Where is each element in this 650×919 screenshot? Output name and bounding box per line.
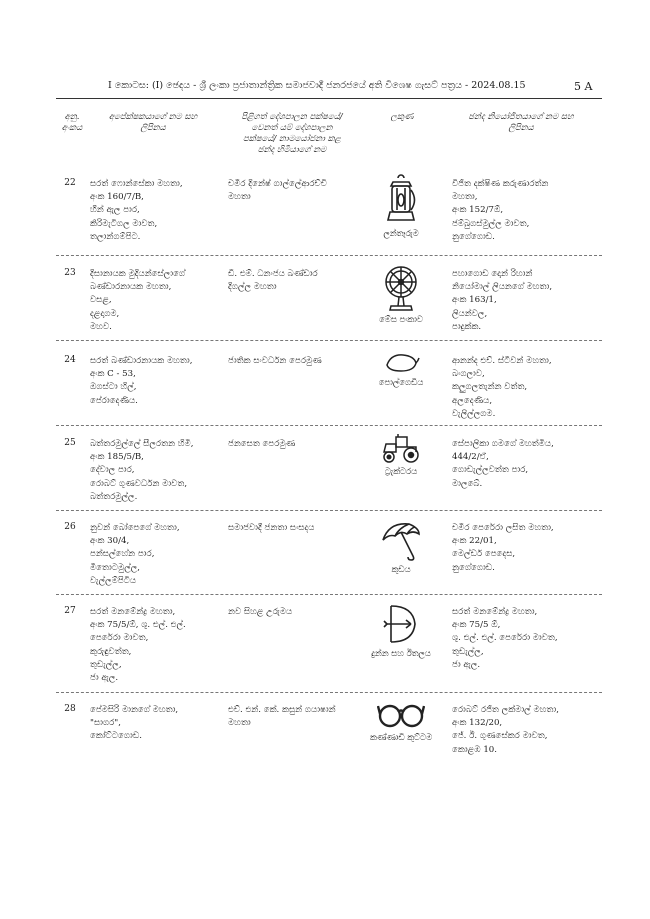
- agent-line: නුගේගොඩ.: [452, 562, 495, 573]
- agent-line: පහාගොඩ දොන් රිහාන්: [452, 269, 533, 279]
- row-divider: [56, 255, 602, 256]
- tractor-icon: [380, 434, 422, 464]
- agent-line: ලියන්වල,: [452, 308, 488, 319]
- agent-line: චමීර පෙරේරා ලසිත මහතා,: [452, 523, 554, 533]
- party-line: මහතා: [228, 718, 251, 729]
- coconut-icon: [381, 351, 421, 375]
- party-line: ඩී. එම්. ධනංජය බණ්ඩාර: [228, 269, 318, 279]
- column-header-line: ලකුණ: [390, 112, 414, 122]
- agent-line: ශු. එල්. එල්. පෙරේරා මාවත,: [452, 633, 558, 644]
- column-header-line: ලිපිනය: [140, 123, 166, 133]
- agent-line: අංක 22/01,: [452, 536, 497, 547]
- party-details: [228, 606, 292, 619]
- column-header-candidate: [88, 112, 218, 134]
- election-symbol: [370, 174, 432, 239]
- candidate-line: කෝට්ටගොඩ.: [90, 731, 142, 742]
- candidate-line: නුවන් බෝපෙගේ මහතා,: [90, 523, 180, 533]
- column-header-line: ඡන්ද හිමියාගේ නම: [257, 145, 327, 155]
- serial-number: 25: [64, 438, 76, 448]
- candidate-line: වැල්ලම්පිටිය: [90, 575, 137, 586]
- row-divider: [56, 510, 602, 511]
- agent-line: කොළඹ 10.: [452, 744, 497, 755]
- agent-line: බංගලාව,: [452, 369, 485, 380]
- party-line: සමාජවාදී ජනතා සංසදය: [228, 523, 315, 533]
- agent-line: මහතා,: [452, 192, 478, 203]
- row-divider: [56, 594, 602, 595]
- candidate-details: [90, 355, 192, 408]
- candidate-details: [90, 178, 183, 244]
- candidate-line: පේමසිරි මානගේ මහතා,: [90, 705, 179, 715]
- candidate-line: කිරිමැටිගල මාවත,: [90, 218, 158, 229]
- agent-line: අලදෙණිය,: [452, 395, 493, 406]
- party-line: නව සිහළ උරුමය: [228, 607, 293, 617]
- agent-line: රොබට් රජිත ලක්මාල් මහතා,: [452, 705, 559, 715]
- party-line: දිගල්ල මහතා: [228, 282, 277, 293]
- party-details: [228, 704, 336, 730]
- agent-line: කලුගලතැන්න වත්ත,: [452, 382, 528, 393]
- row-divider: [56, 340, 602, 341]
- column-header-line: ඡන්ද නියෝජිතයාගේ නම සහ: [468, 112, 574, 122]
- election-symbol: [370, 351, 432, 388]
- party-line: ජනසෙත පෙරමුණ: [228, 439, 296, 449]
- column-header-line: ලිපිනය: [508, 123, 534, 133]
- agent-details: [452, 522, 554, 575]
- column-header-line: අනු.: [64, 112, 80, 122]
- candidate-line: ජා ඇල.: [90, 673, 119, 684]
- agent-line: තුඩැල්ල,: [452, 646, 484, 657]
- symbol-label: ලන්තෑරුම: [383, 228, 419, 238]
- candidate-details: [90, 268, 185, 334]
- candidate-line: රොබට් ගුණවර්ධන මාවත,: [90, 478, 188, 489]
- agent-line: වැලිල්ලගම.: [452, 408, 496, 419]
- candidate-details: [90, 704, 178, 744]
- candidate-line: දළදාගම,: [90, 308, 120, 319]
- party-line: චමීර දිනේෂ් ගාල්ලේආරච්චි: [228, 179, 327, 189]
- election-symbol: [370, 602, 432, 659]
- agent-line: සරත් මනමේන්ද්‍ර මහතා,: [452, 607, 538, 617]
- serial-number: 23: [64, 268, 76, 278]
- candidate-line: පන්සල්හේන පාර,: [90, 549, 155, 560]
- agent-line: මෙල්ඩර් පෙදෙස,: [452, 549, 516, 560]
- candidate-line: බත්තරමුල්ලේ සීලරතන හිමි,: [90, 439, 194, 449]
- column-header-line: අපේක්ෂකයාගේ නම සහ: [108, 112, 198, 122]
- candidate-line: මීතොටමුල්ල,: [90, 562, 141, 573]
- serial-number: 28: [64, 704, 76, 714]
- gazette-title: I කොටස: (I) ඡෙදය - ශ්‍රී ලංකා ප්‍රජාතාන්ත්‍රික සමාජවාදී ජනරජයේ අති විශෙෂ ගැසට් පත්‍රය - 2024.08.15: [108, 80, 526, 91]
- candidate-line: සරත් ෆොන්සේකා මහතා,: [90, 179, 183, 189]
- candidate-line: වසළ,: [90, 295, 112, 306]
- agent-line: 444/2/ඒ,: [452, 452, 489, 463]
- column-header-agent: [446, 112, 596, 134]
- agent-line: ආනන්ද එච්. ස්ටීවන් මහතා,: [452, 356, 552, 366]
- party-details: [228, 438, 295, 451]
- candidate-details: [90, 438, 193, 504]
- bow-and-arrow-icon: [381, 602, 421, 646]
- row-divider: [56, 425, 602, 426]
- serial-number: 27: [64, 606, 76, 616]
- candidate-line: අංක 160/7/B,: [90, 192, 144, 203]
- candidate-line: මහව.: [90, 321, 112, 332]
- serial-number: 22: [64, 178, 76, 188]
- agent-details: [452, 606, 558, 672]
- agent-details: [452, 178, 549, 244]
- candidate-line: දිසානායක මුදියන්සේලාගේ: [90, 269, 186, 279]
- candidate-line: තුඩැල්ල,: [90, 659, 122, 670]
- column-header-symbol: [372, 112, 432, 123]
- agent-line: අංක 75/5 ඕ,: [452, 620, 501, 631]
- party-details: [228, 522, 314, 535]
- party-details: [228, 268, 318, 294]
- candidate-line: තලාන්ගම්පිට.: [90, 231, 141, 242]
- lantern-icon: [381, 174, 421, 226]
- candidate-line: සරත් බණ්ඩාරනායක මහතා,: [90, 356, 193, 366]
- candidate-line: බත්තරමුල්ල.: [90, 491, 138, 502]
- candidate-line: හීන් ඇල පාර,: [90, 205, 140, 216]
- candidate-line: අංක 30/4,: [90, 536, 130, 547]
- column-header-line: පක්ෂයේ/ නාමයෝජනා කළ: [243, 134, 341, 144]
- spectacles-icon: [377, 700, 425, 730]
- party-details: [228, 178, 327, 204]
- candidate-line: ඔගස්ටා හිල්,: [90, 382, 137, 393]
- agent-line: නුගේගොඩ.: [452, 231, 495, 242]
- party-line: එච්. එන්. කේ. කසුන් ගයාෂාන්: [228, 705, 336, 715]
- agent-details: [452, 704, 559, 757]
- agent-line: අංක 152/7ඕ,: [452, 205, 504, 216]
- gazette-header: [0, 80, 650, 96]
- symbol-label: කණ්ණාඩි කුට්ටම: [370, 732, 433, 742]
- candidate-line: පේරාදෙණිය.: [90, 395, 138, 406]
- column-header-serial: [56, 112, 88, 134]
- agent-line: නියෝමාල් ලියනගේ මහතා,: [452, 282, 553, 293]
- column-header-line: පිළිගත් දේශපාලන පක්ෂයේ/: [241, 112, 343, 122]
- agent-details: [452, 438, 554, 491]
- election-symbol: [370, 700, 432, 743]
- symbol-label: පොල්ගෙඩිය: [378, 377, 424, 387]
- candidate-line: සරත් මනමේන්ද්‍ර මහතා,: [90, 607, 176, 617]
- agent-line: අංක 132/20,: [452, 718, 503, 729]
- agent-line: පාදුක්ක.: [452, 321, 482, 332]
- symbol-label: මේස පංකාව: [379, 314, 423, 324]
- serial-number: 26: [64, 522, 76, 532]
- party-line: ජාතික සංවර්ධන පෙරමුණ: [228, 356, 322, 366]
- election-symbol: [370, 434, 432, 477]
- candidate-line: අංක 185/5/B,: [90, 452, 144, 463]
- agent-line: ජම්බුගස්මුල්ල මාවත,: [452, 218, 530, 229]
- election-symbol: [370, 264, 432, 325]
- candidate-details: [90, 522, 180, 588]
- candidate-line: කුරුඳුවත්ත,: [90, 646, 132, 657]
- header-rule: [56, 98, 602, 99]
- agent-line: අංක 163/1,: [452, 295, 497, 306]
- candidate-line: අංක 75/5/ඕ, ශු. එල්. එල්.: [90, 620, 186, 631]
- candidate-line: දේවාල පාර,: [90, 465, 135, 476]
- column-header-line: වෙනත් යම් දේශපාලන: [251, 123, 333, 133]
- agent-line: විජිත දක්ෂිණ කරුණාරත්න: [452, 179, 549, 189]
- symbol-label: දුන්න සහ ඊතලය: [371, 648, 431, 658]
- column-header-party: [222, 112, 362, 156]
- candidate-line: "සාගර",: [90, 718, 121, 729]
- page-number: 5 A: [574, 80, 593, 93]
- party-details: [228, 355, 322, 368]
- agent-line: ජා ඇල.: [452, 659, 481, 670]
- candidate-line: පෙරේරා මාවත,: [90, 633, 149, 644]
- agent-line: ගොඩැල්ලවත්ත පාර,: [452, 465, 529, 476]
- candidate-line: බණ්ඩාරනායක මහතා,: [90, 282, 172, 293]
- agent-line: මාලබේ.: [452, 478, 483, 489]
- election-symbol: [370, 518, 432, 575]
- row-divider: [56, 692, 602, 693]
- serial-number: 24: [64, 355, 76, 365]
- party-line: මහතා: [228, 192, 251, 203]
- agent-details: [452, 355, 552, 421]
- agent-details: [452, 268, 552, 334]
- agent-line: සේපාලිකා ගමගේ මහත්මිය,: [452, 439, 554, 449]
- agent-line: ජේ. ඊ. ගුණසේකර මාවත,: [452, 731, 548, 742]
- candidate-line: අංක C - 53,: [90, 369, 136, 380]
- umbrella-icon: [379, 518, 423, 562]
- table-fan-icon: [381, 264, 421, 312]
- candidate-details: [90, 606, 186, 685]
- column-header-line: අංකය: [61, 123, 83, 133]
- symbol-label: කුඩය: [391, 564, 411, 574]
- symbol-label: ට්‍රැක්ටරය: [384, 466, 418, 476]
